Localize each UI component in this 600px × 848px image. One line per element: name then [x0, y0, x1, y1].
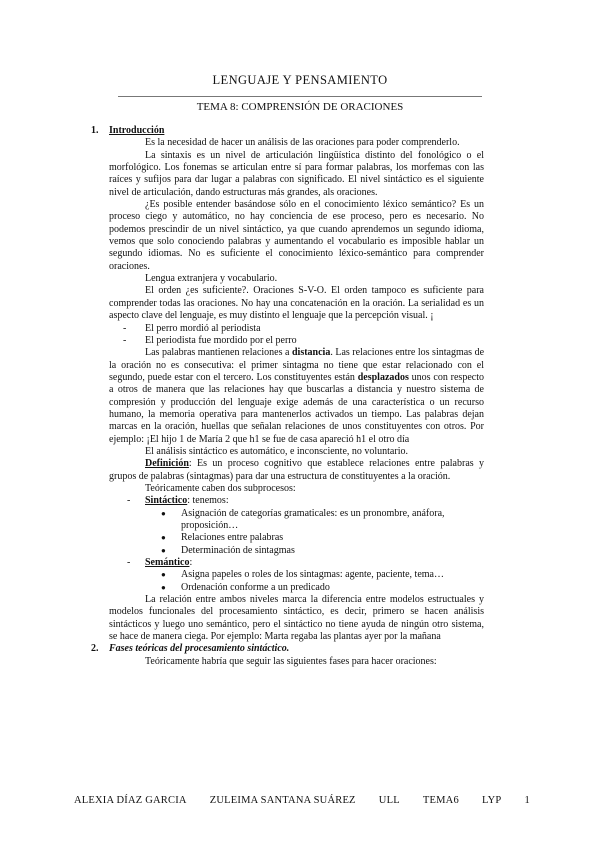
example-item	[109, 335, 484, 347]
bullet-item	[109, 582, 484, 594]
document-subtitle: TEMA 8: COMPRENSIÓN DE ORACIONES	[196, 101, 404, 113]
paragraph: Lengua extranjera y vocabulario.	[145, 273, 278, 285]
bullet-text: Ordenación conforme a un predicado	[181, 581, 330, 593]
bullet-icon: ●	[161, 570, 166, 580]
bullet-text: Asignación de categorías gramaticales: es un pronombre, anáfora, proposición…	[181, 507, 445, 531]
section-title: Introducción	[109, 125, 165, 136]
bullet-item	[109, 532, 484, 544]
paragraph-distance	[109, 347, 484, 446]
footer-page-number: 1	[524, 795, 530, 806]
section-number: 2.	[91, 643, 99, 655]
section-number: 1.	[91, 125, 99, 136]
text-run: Las palabras mantienen relaciones a	[145, 347, 292, 359]
text-run: : tenemos:	[187, 495, 229, 507]
section-title: Fases teóricas del procesamiento sintáctico.	[109, 643, 290, 655]
section-heading-2	[91, 643, 484, 655]
dash-marker: -	[127, 495, 131, 507]
subprocess-text	[145, 557, 484, 569]
footer-author-1: ALEXIA DÍAZ GARCIA	[74, 795, 187, 806]
subprocess-text	[145, 495, 484, 507]
paragraph: ¿Es posible entender basándose sólo en el conocimiento léxico semántico? Es un proceso ciego y automático, no hay conciencia de ese proceso, pero es necesario. No podemos prescindir de un nivel sintáctico, ya que cuando aprendemos un segundo idioma, vemos que solo conociendo palabras y aumentando el vocabulario es imposible hablar un segundo idiomas. No es suficiente el conocimiento léxico-semántico para comprender oraciones.	[109, 199, 484, 272]
bullet-icon: ●	[161, 533, 166, 543]
bullet-item	[109, 569, 484, 581]
page-footer	[74, 795, 530, 806]
bullet-text: Asigna papeles o roles de los sintagmas: agente, paciente, tema…	[181, 569, 444, 581]
subprocess-item	[109, 495, 484, 507]
paragraph: Teóricamente caben dos subprocesos:	[145, 482, 296, 494]
footer-topic: TEMA6	[422, 795, 459, 806]
dash-marker: -	[123, 334, 127, 346]
bullet-icon: ●	[161, 582, 166, 592]
paragraph: La sintaxis es un nivel de articulación lingüística distinto del fonológico o el morfológico. Los fonemas se articulan entre sí para formar palabras, los morfemas con las raíces y sufijos para dar lugar a palabras con significado. El nivel sintáctico es el siguiente nivel de articulación, dando estructuras más grandes, als oraciones.	[109, 149, 484, 198]
bullet-icon: ●	[161, 545, 166, 555]
dash-marker: -	[127, 557, 131, 569]
paragraph: El orden ¿es suficiente?. Oraciones S-V-O. El orden tampoco es suficiente para comprender todas las oraciones. No hay una concatenación en la oración. La serialidad es un aspecto clave del lenguaje, es muy distinto el lenguaje que la percepción visual. ¡	[109, 285, 484, 322]
example-item	[109, 323, 484, 335]
footer-author-2: ZULEIMA SANTANA SUÁREZ	[209, 795, 356, 806]
bullet-text: Determinación de sintagmas	[181, 544, 295, 556]
footer-institution: ULL	[378, 795, 400, 806]
paragraph: Teóricamente habría que seguir las siguientes fases para hacer oraciones:	[145, 655, 437, 667]
bold-term: desplazados	[357, 371, 409, 383]
example-text: El periodista fue mordido por el perro	[145, 334, 297, 346]
paragraph: Es la necesidad de hacer un análisis de las oraciones para poder comprenderlo.	[145, 137, 460, 149]
paragraph: El análisis sintáctico es automático, e inconsciente, no voluntario.	[145, 445, 408, 457]
footer-course: LYP	[482, 795, 502, 806]
paragraph: La relación entre ambos niveles marca la diferencia entre modelos estructuales y modelos funcionales del procesamiento sintáctico, es decir, primero se hacen análisis sintácticos y luego uno semántico, pero el sintáctico no tiene ayuda de ningún otro sistema, se hace de manera ciega. Por ejemplo: Marta regaba las plantas ayer por la mañana	[109, 594, 484, 643]
dash-marker: -	[123, 322, 127, 334]
document-title: LENGUAJE Y PENSAMIENTO	[212, 73, 388, 87]
title-underline	[118, 96, 482, 97]
bold-term: distancia	[291, 347, 331, 359]
paragraph-definition	[109, 458, 484, 483]
section-heading-1	[91, 125, 484, 137]
bullet-icon: ●	[161, 508, 166, 518]
subprocess-item	[109, 557, 484, 569]
bullet-item	[109, 545, 484, 557]
text-run: : Es un proceso cognitivo que establece relaciones entre palabras y grupos de palabras (sintagmas) para dar una estructura de constituyentes a la oración.	[109, 458, 484, 482]
subprocess-label: Sintáctico	[145, 495, 188, 507]
subprocess-label: Semántico	[145, 557, 190, 569]
example-text: El perro mordió al periodista	[145, 322, 261, 334]
definition-label: Definición	[145, 458, 189, 470]
text-run: unos con respecto a otros de manera que las relaciones hay que buscarlas a distancia y nuestro sistema de compresión y producción del lenguaje exige además de una característica o un recurso humano, la memoria operativa para mantenerlos activados un tiempo. Las palabras dejan marcas en la oración, huellas que señalan relaciones de unos constituyentes con otros. Por ejemplo: ¡El hijo 1 de María 2 que h1 se fue de casa apareció h1 el otro día	[109, 371, 484, 445]
bullet-text: Relaciones entre palabras	[181, 532, 284, 544]
document-body	[91, 125, 485, 668]
text-run: :	[189, 557, 193, 569]
text-run: . Las relaciones entre los sintagmas de la oración no es consecutiva: el primer sintagma no tiene que estar relacionado con el segundo, puede estar con el tercero. Los constituyentes están	[109, 347, 485, 383]
bullet-item	[109, 508, 484, 533]
